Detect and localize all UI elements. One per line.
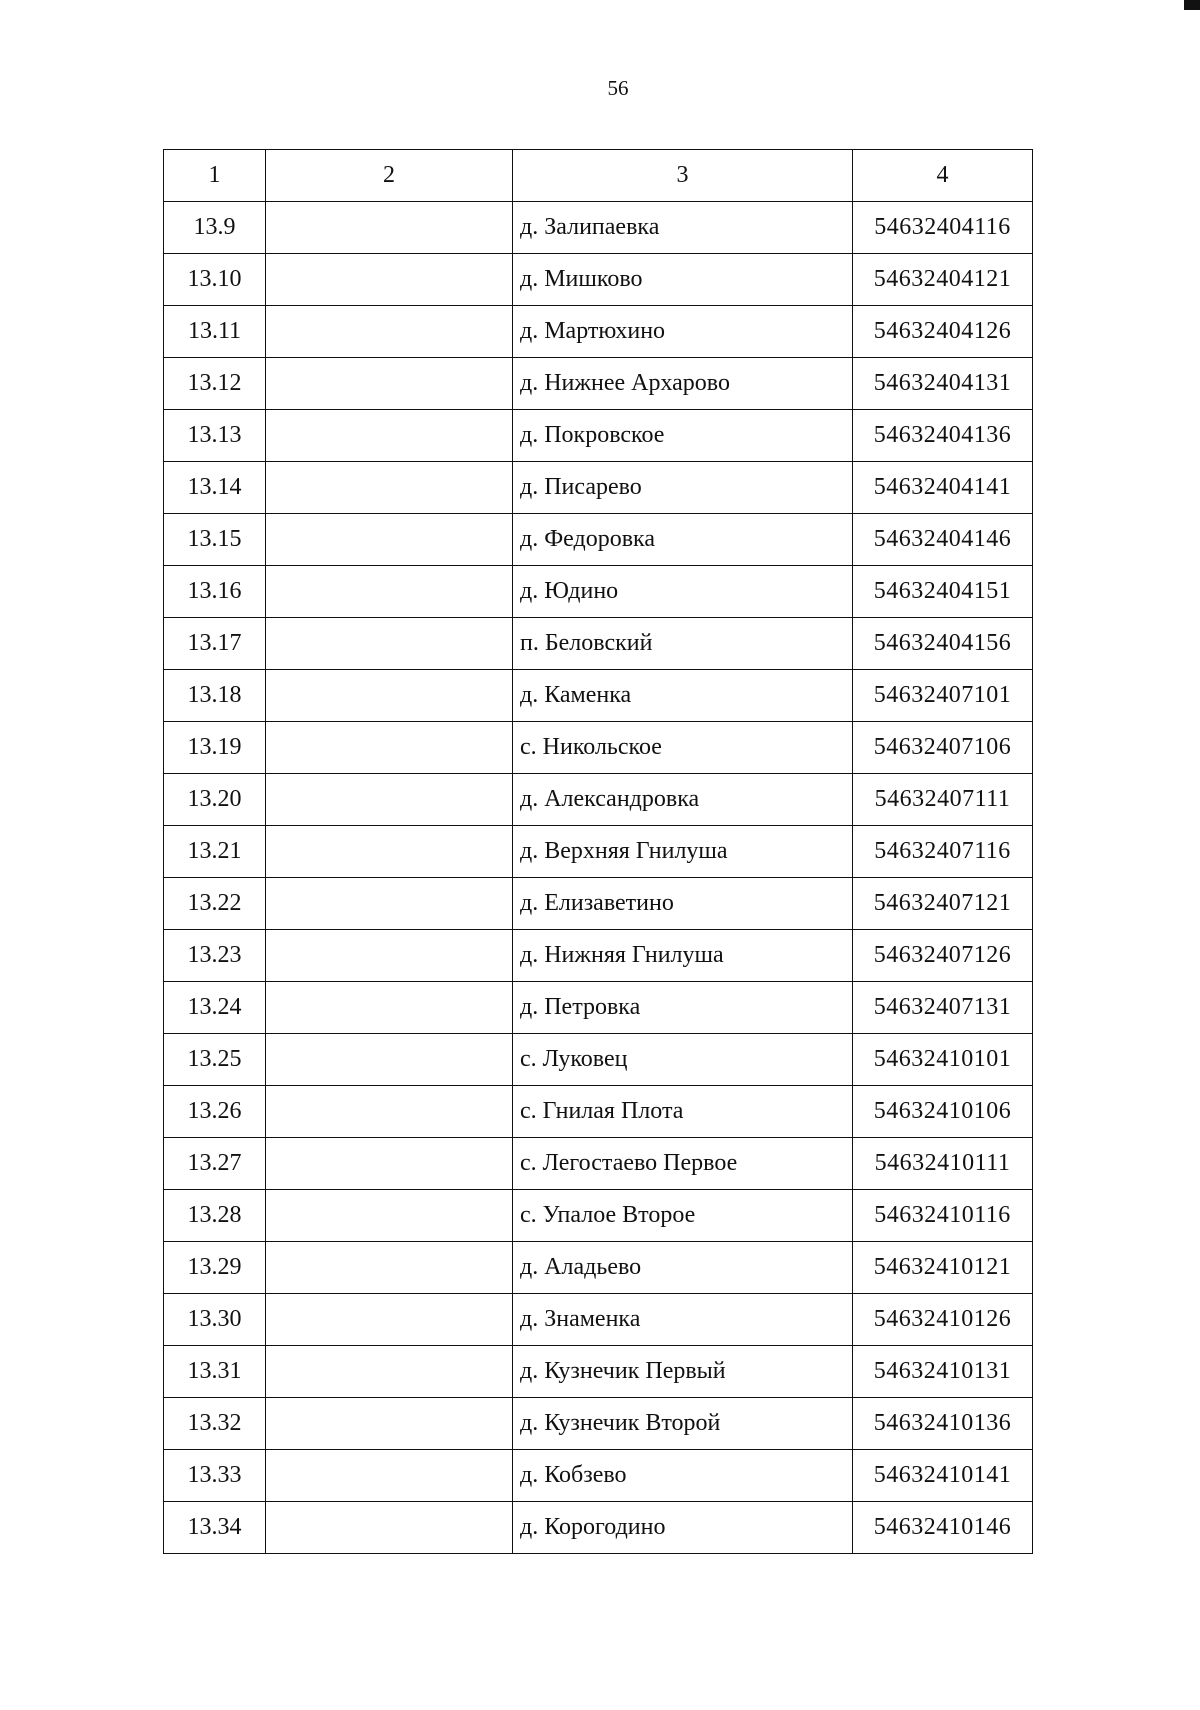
oktmo-code-cell: 54632404116 (853, 202, 1033, 254)
oktmo-code-cell: 54632410136 (853, 1398, 1033, 1450)
empty-cell (266, 1138, 513, 1190)
oktmo-code-cell: 54632410121 (853, 1242, 1033, 1294)
row-number-cell: 13.24 (164, 982, 266, 1034)
table-row (164, 1242, 1033, 1294)
table-row (164, 1034, 1033, 1086)
settlement-name-cell: д. Федоровка (513, 514, 853, 566)
settlement-name-cell: д. Покровское (513, 410, 853, 462)
row-number-cell: 13.11 (164, 306, 266, 358)
row-number-cell: 13.33 (164, 1450, 266, 1502)
table-row (164, 878, 1033, 930)
empty-cell (266, 202, 513, 254)
row-number-cell: 13.19 (164, 722, 266, 774)
empty-cell (266, 462, 513, 514)
empty-cell (266, 1398, 513, 1450)
table-row (164, 930, 1033, 982)
empty-cell (266, 982, 513, 1034)
table-row (164, 826, 1033, 878)
empty-cell (266, 410, 513, 462)
row-number-cell: 13.12 (164, 358, 266, 410)
row-number-cell: 13.25 (164, 1034, 266, 1086)
oktmo-code-cell: 54632410101 (853, 1034, 1033, 1086)
row-number-cell: 13.28 (164, 1190, 266, 1242)
settlement-name-cell: д. Залипаевка (513, 202, 853, 254)
header-row (164, 150, 1033, 202)
empty-cell (266, 722, 513, 774)
settlements-table (163, 149, 1033, 1554)
oktmo-code-cell: 54632407126 (853, 930, 1033, 982)
settlement-name-cell: д. Кобзево (513, 1450, 853, 1502)
empty-cell (266, 1086, 513, 1138)
empty-cell (266, 358, 513, 410)
row-number-cell: 13.22 (164, 878, 266, 930)
table-row (164, 722, 1033, 774)
empty-cell (266, 306, 513, 358)
table-row (164, 774, 1033, 826)
row-number-cell: 13.16 (164, 566, 266, 618)
oktmo-code-cell: 54632407101 (853, 670, 1033, 722)
settlement-name-cell: д. Юдино (513, 566, 853, 618)
table-row (164, 1294, 1033, 1346)
row-number-cell: 13.9 (164, 202, 266, 254)
oktmo-code-cell: 54632407111 (853, 774, 1033, 826)
oktmo-code-cell: 54632404126 (853, 306, 1033, 358)
empty-cell (266, 1242, 513, 1294)
settlement-name-cell: д. Каменка (513, 670, 853, 722)
table-row (164, 462, 1033, 514)
header-col-3: 3 (513, 150, 853, 202)
settlement-name-cell: д. Елизаветино (513, 878, 853, 930)
header-col-4: 4 (853, 150, 1033, 202)
table-row (164, 306, 1033, 358)
header-col-1: 1 (164, 150, 266, 202)
row-number-cell: 13.21 (164, 826, 266, 878)
table-row (164, 1346, 1033, 1398)
empty-cell (266, 774, 513, 826)
empty-cell (266, 670, 513, 722)
empty-cell (266, 1294, 513, 1346)
settlement-name-cell: с. Гнилая Плота (513, 1086, 853, 1138)
settlement-name-cell: п. Беловский (513, 618, 853, 670)
table-row (164, 566, 1033, 618)
table-row (164, 202, 1033, 254)
settlement-name-cell: д. Кузнечик Первый (513, 1346, 853, 1398)
empty-cell (266, 1502, 513, 1554)
settlement-name-cell: д. Нижняя Гнилуша (513, 930, 853, 982)
oktmo-code-cell: 54632404141 (853, 462, 1033, 514)
row-number-cell: 13.32 (164, 1398, 266, 1450)
settlement-name-cell: с. Луковец (513, 1034, 853, 1086)
oktmo-code-cell: 54632410141 (853, 1450, 1033, 1502)
settlement-name-cell: д. Знаменка (513, 1294, 853, 1346)
row-number-cell: 13.14 (164, 462, 266, 514)
table-row (164, 982, 1033, 1034)
empty-cell (266, 826, 513, 878)
settlement-name-cell: д. Верхняя Гнилуша (513, 826, 853, 878)
empty-cell (266, 1190, 513, 1242)
settlement-name-cell: с. Никольское (513, 722, 853, 774)
table-row (164, 410, 1033, 462)
table-row (164, 1450, 1033, 1502)
empty-cell (266, 1450, 513, 1502)
oktmo-code-cell: 54632410111 (853, 1138, 1033, 1190)
oktmo-code-cell: 54632407121 (853, 878, 1033, 930)
oktmo-code-cell: 54632410146 (853, 1502, 1033, 1554)
table-row (164, 1190, 1033, 1242)
settlement-name-cell: д. Кузнечик Второй (513, 1398, 853, 1450)
row-number-cell: 13.20 (164, 774, 266, 826)
table-row (164, 1502, 1033, 1554)
empty-cell (266, 878, 513, 930)
oktmo-code-cell: 54632404146 (853, 514, 1033, 566)
row-number-cell: 13.18 (164, 670, 266, 722)
oktmo-code-cell: 54632407106 (853, 722, 1033, 774)
table-row (164, 1138, 1033, 1190)
row-number-cell: 13.29 (164, 1242, 266, 1294)
oktmo-code-cell: 54632404136 (853, 410, 1033, 462)
settlement-name-cell: д. Писарево (513, 462, 853, 514)
settlement-name-cell: д. Петровка (513, 982, 853, 1034)
settlement-name-cell: д. Мишково (513, 254, 853, 306)
table-row (164, 618, 1033, 670)
empty-cell (266, 566, 513, 618)
row-number-cell: 13.10 (164, 254, 266, 306)
oktmo-code-cell: 54632410106 (853, 1086, 1033, 1138)
row-number-cell: 13.27 (164, 1138, 266, 1190)
empty-cell (266, 1346, 513, 1398)
empty-cell (266, 1034, 513, 1086)
table-row (164, 254, 1033, 306)
empty-cell (266, 514, 513, 566)
settlement-name-cell: с. Упалое Второе (513, 1190, 853, 1242)
oktmo-code-cell: 54632410116 (853, 1190, 1033, 1242)
oktmo-code-cell: 54632410126 (853, 1294, 1033, 1346)
table-header (164, 150, 1033, 202)
settlement-name-cell: д. Александровка (513, 774, 853, 826)
table-row (164, 514, 1033, 566)
oktmo-code-cell: 54632404121 (853, 254, 1033, 306)
page-number: 56 (607, 76, 629, 100)
settlement-name-cell: д. Корогодино (513, 1502, 853, 1554)
table-row (164, 1086, 1033, 1138)
oktmo-code-cell: 54632407116 (853, 826, 1033, 878)
table-row (164, 670, 1033, 722)
row-number-cell: 13.31 (164, 1346, 266, 1398)
settlement-name-cell: д. Мартюхино (513, 306, 853, 358)
oktmo-code-cell: 54632404151 (853, 566, 1033, 618)
empty-cell (266, 930, 513, 982)
settlement-name-cell: с. Легостаево Первое (513, 1138, 853, 1190)
row-number-cell: 13.17 (164, 618, 266, 670)
oktmo-code-cell: 54632407131 (853, 982, 1033, 1034)
row-number-cell: 13.13 (164, 410, 266, 462)
oktmo-code-cell: 54632404156 (853, 618, 1033, 670)
row-number-cell: 13.15 (164, 514, 266, 566)
settlement-name-cell: д. Нижнее Архарово (513, 358, 853, 410)
empty-cell (266, 254, 513, 306)
row-number-cell: 13.34 (164, 1502, 266, 1554)
empty-cell (266, 618, 513, 670)
row-number-cell: 13.26 (164, 1086, 266, 1138)
row-number-cell: 13.23 (164, 930, 266, 982)
settlement-name-cell: д. Аладьево (513, 1242, 853, 1294)
header-col-2: 2 (266, 150, 513, 202)
scan-corner-mark (1184, 0, 1200, 10)
row-number-cell: 13.30 (164, 1294, 266, 1346)
oktmo-code-cell: 54632410131 (853, 1346, 1033, 1398)
oktmo-code-cell: 54632404131 (853, 358, 1033, 410)
table-row (164, 358, 1033, 410)
table-body (164, 202, 1033, 1554)
table-row (164, 1398, 1033, 1450)
